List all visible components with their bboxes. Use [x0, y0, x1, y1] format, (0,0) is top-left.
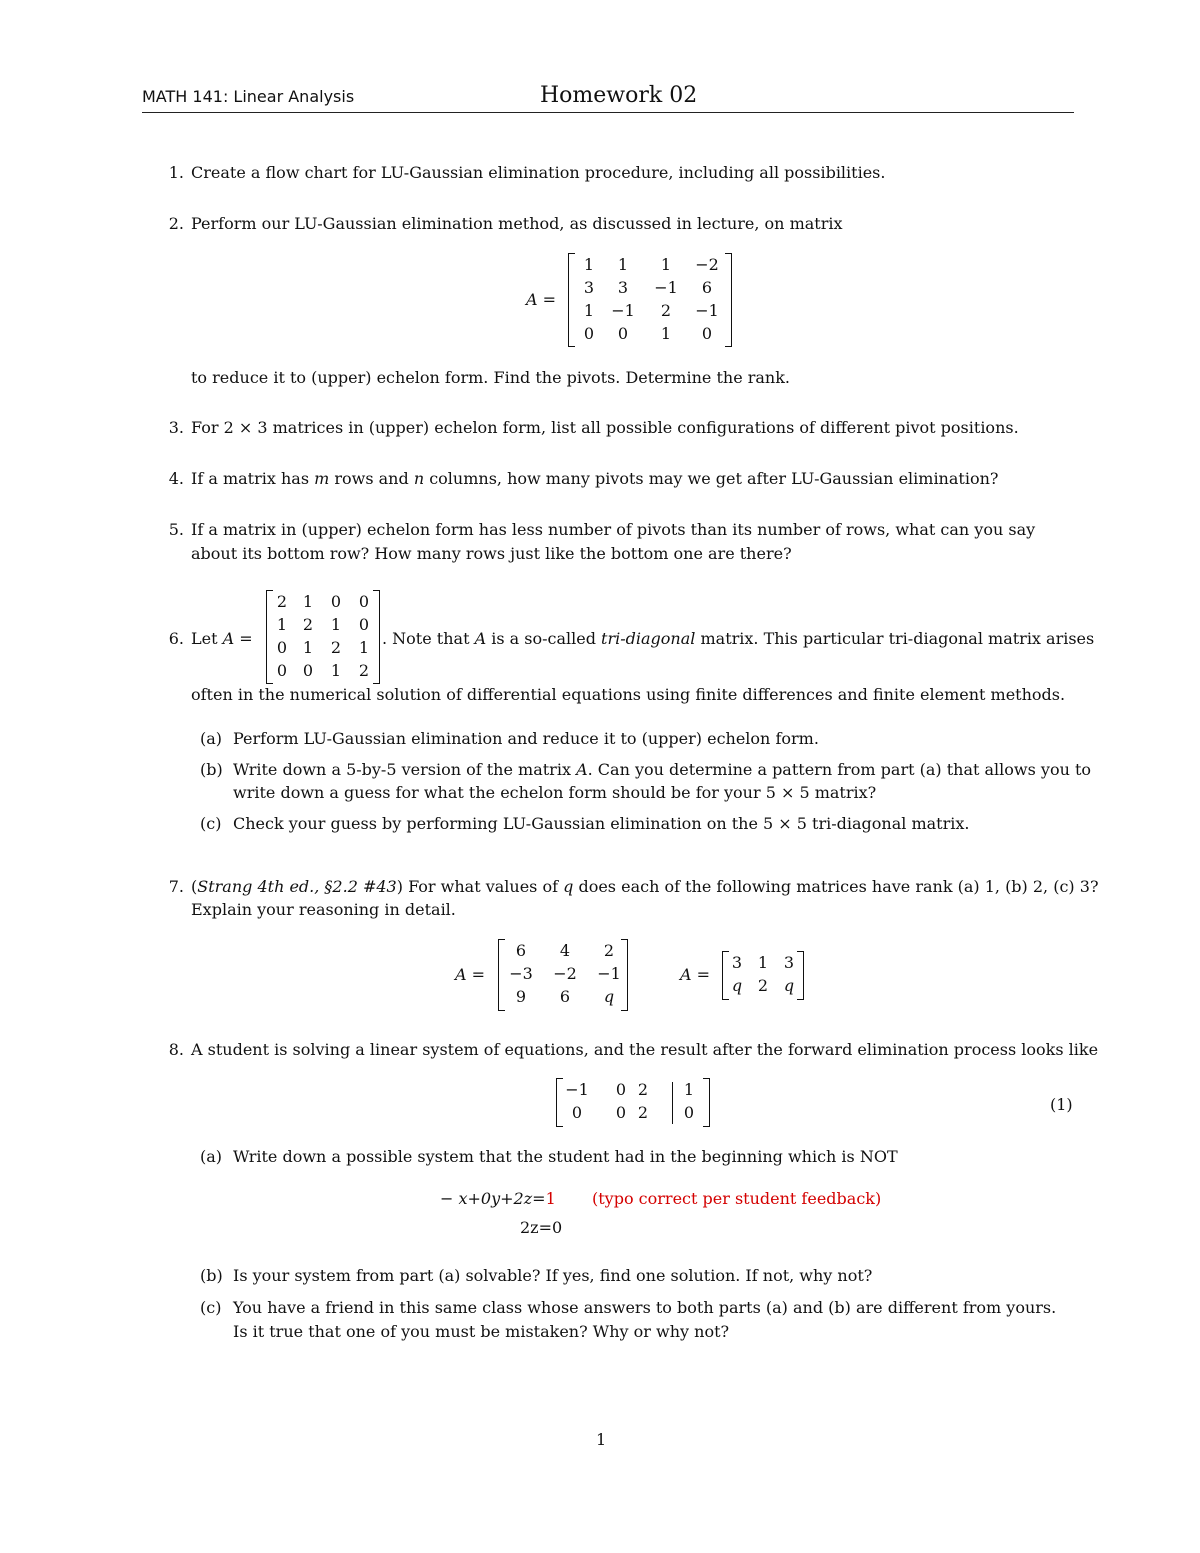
- typo-note: (typo correct per student feedback): [592, 1189, 882, 1208]
- matrix-cell: −1: [565, 1080, 589, 1099]
- q7-var-q: q: [563, 877, 574, 896]
- matrix-cell: 0: [615, 1103, 627, 1122]
- q6-let-word: Let: [191, 629, 223, 648]
- q6-text-3: matrix. This particular tri-diagonal matrix arises: [695, 629, 1095, 648]
- matrix-cell: 1: [683, 1080, 695, 1099]
- q6b-var-A: A: [576, 760, 588, 779]
- matrix-cell: 1: [302, 592, 314, 611]
- q4-number: 4.: [168, 469, 184, 488]
- q8a-label: (a): [200, 1147, 223, 1166]
- augmented-divider: [672, 1082, 673, 1124]
- q6c-label: (c): [200, 814, 222, 833]
- matrix-cell: 0: [358, 615, 370, 634]
- matrix-cell: 6: [515, 941, 527, 960]
- matrix-cell: −3: [509, 964, 533, 983]
- matrix-cell: 0: [358, 592, 370, 611]
- matrix-cell: 4: [559, 941, 571, 960]
- q5-text: If a matrix in (upper) echelon form has less number of pivots than its number of rows, what can you say about its bottom row? How many rows just like the bottom one are there?: [191, 520, 1036, 563]
- eq1-lhs: − x+0y+2z=: [440, 1189, 546, 1208]
- q7-matrix1: [498, 939, 628, 1011]
- matrix-cell: −1: [611, 301, 635, 320]
- matrix-cell: 2: [358, 661, 370, 680]
- q7-matrix1-lhs: A =: [455, 965, 486, 984]
- matrix-cell: 1: [330, 661, 342, 680]
- matrix-cell: 1: [660, 324, 672, 343]
- eq1-rhs: 1: [545, 1189, 556, 1208]
- matrix-cell: −2: [695, 255, 719, 274]
- q7-text-2: does each of the following matrices have rank (a) 1, (b) 2, (c) 3?: [573, 877, 1099, 896]
- q2-text: Perform our LU-Gaussian elimination method, as discussed in lecture, on matrix: [191, 214, 843, 233]
- q2-matrix: [568, 253, 732, 347]
- matrix-cell: 1: [302, 638, 314, 657]
- matrix-cell: 1: [617, 255, 629, 274]
- right-bracket: [703, 1078, 710, 1127]
- q6a-label: (a): [200, 729, 223, 748]
- q8a-equation-2: 2z=0: [520, 1218, 563, 1237]
- matrix-cell: 2: [603, 941, 615, 960]
- matrix-cell: q: [603, 987, 615, 1006]
- matrix-cell: 0: [617, 324, 629, 343]
- q7-text-1: ) For what values of: [396, 877, 564, 896]
- matrix-cell: 1: [358, 638, 370, 657]
- course-title: MATH 141: Linear Analysis: [142, 87, 355, 106]
- homework-title: Homework 02: [540, 83, 698, 108]
- q6-tri-diagonal: tri-diagonal: [601, 629, 696, 648]
- q7-matrix2-lhs: A =: [680, 965, 711, 984]
- q1-number: 1.: [168, 163, 184, 182]
- q6-line2: often in the numerical solution of differential equations using finite differences and finite element methods.: [191, 685, 1066, 704]
- matrix-cell: −1: [654, 278, 678, 297]
- matrix-cell: 0: [571, 1103, 583, 1122]
- matrix-cell: 0: [330, 592, 342, 611]
- q6a-text: Perform LU-Gaussian elimination and reduce it to (upper) echelon form.: [233, 729, 819, 748]
- matrix-cell: 0: [615, 1080, 627, 1099]
- q2-matrix-lhs: A =: [526, 290, 557, 309]
- q7-text: [191, 875, 1099, 899]
- matrix-cell: 2: [330, 638, 342, 657]
- q6-text-1: . Note that: [382, 629, 475, 648]
- page-number: 1: [596, 1430, 607, 1449]
- matrix-cell: 0: [583, 324, 595, 343]
- matrix-cell: 2: [637, 1103, 649, 1122]
- matrix-cell: 3: [583, 278, 595, 297]
- q8a-text: Write down a possible system that the student had in the beginning which is NOT: [233, 1147, 898, 1166]
- matrix-cell: 6: [701, 278, 713, 297]
- q4-text-2: rows and: [329, 469, 414, 488]
- matrix-cell: 1: [583, 255, 595, 274]
- q8a-equation-1: [440, 1187, 556, 1211]
- q8-text: A student is solving a linear system of equations, and the result after the forward elimination process looks like: [191, 1040, 1099, 1059]
- q6-var-A: A: [474, 629, 487, 648]
- matrix-cell: 2: [302, 615, 314, 634]
- q6b-text-2: . Can you determine a pattern from part (a) that allows you to: [587, 760, 1092, 779]
- q8c-label: (c): [200, 1298, 222, 1317]
- q7-open: (: [191, 877, 198, 896]
- matrix-cell: 1: [583, 301, 595, 320]
- q6b-text-1: Write down a 5-by-5 version of the matrix: [233, 760, 577, 779]
- matrix-cell: 1: [330, 615, 342, 634]
- matrix-cell: 1: [660, 255, 672, 274]
- matrix-cell: 9: [515, 987, 527, 1006]
- matrix-cell: 2: [660, 301, 672, 320]
- q5-number: 5.: [168, 520, 184, 539]
- q6b-text: [233, 758, 1091, 782]
- q8b-label: (b): [200, 1266, 223, 1285]
- matrix-cell: 3: [617, 278, 629, 297]
- q8c-text: You have a friend in this same class whose answers to both parts (a) and (b) are different from yours. Is it true that one of you must be mistaken? Why or why not?: [233, 1298, 1057, 1341]
- right-bracket: [725, 253, 732, 347]
- q7-matrix2: [722, 951, 804, 1000]
- q3-text: For 2 × 3 matrices in (upper) echelon form, list all possible configurations of different pivot positions.: [191, 418, 1019, 437]
- q6-let: [191, 627, 253, 651]
- equation-label: (1): [1050, 1095, 1073, 1114]
- q6b-line2: write down a guess for what the echelon form should be for your 5 × 5 matrix?: [233, 783, 877, 802]
- matrix-cell: 0: [302, 661, 314, 680]
- q4-text-3: columns, how many pivots may we get after LU-Gaussian elimination?: [424, 469, 999, 488]
- q4-text-1: If a matrix has: [191, 469, 315, 488]
- matrix-cell: 1: [276, 615, 288, 634]
- q7-reference: Strang 4th ed., §2.2 #43: [197, 877, 397, 896]
- matrix-cell: 2: [637, 1080, 649, 1099]
- q4-var-n: n: [413, 469, 425, 488]
- q8-number: 8.: [168, 1040, 184, 1059]
- q1-text: Create a flow chart for LU-Gaussian elimination procedure, including all possibilities.: [191, 163, 886, 182]
- q8b-text: Is your system from part (a) solvable? If yes, find one solution. If not, why not?: [233, 1266, 873, 1285]
- q6-matrix: [266, 590, 380, 684]
- q4-var-m: m: [314, 469, 330, 488]
- matrix-cell: 0: [683, 1103, 695, 1122]
- matrix-cell: 2: [276, 592, 288, 611]
- q7-line2: Explain your reasoning in detail.: [191, 900, 456, 919]
- q6-matrix-lhs: A =: [222, 629, 253, 648]
- matrix-cell: −2: [553, 964, 577, 983]
- matrix-cell: 0: [276, 638, 288, 657]
- q3-number: 3.: [168, 418, 184, 437]
- matrix-cell: 3: [731, 953, 743, 972]
- matrix-cell: −1: [597, 964, 621, 983]
- q8-augmented-matrix: [556, 1078, 710, 1127]
- q6c-text: Check your guess by performing LU-Gaussian elimination on the 5 × 5 tri-diagonal matrix.: [233, 814, 970, 833]
- header-rule: [142, 112, 1074, 113]
- q6-number: 6.: [168, 629, 184, 648]
- q4-text: [191, 467, 998, 491]
- matrix-cell: 1: [757, 953, 769, 972]
- q6b-label: (b): [200, 760, 223, 779]
- matrix-cell: 2: [757, 976, 769, 995]
- matrix-cell: 3: [783, 953, 795, 972]
- matrix-cell: q: [731, 976, 743, 995]
- matrix-cell: 0: [276, 661, 288, 680]
- matrix-cell: 6: [559, 987, 571, 1006]
- q2-number: 2.: [168, 214, 184, 233]
- q6-text: [382, 627, 1094, 651]
- matrix-cell: q: [783, 976, 795, 995]
- matrix-cell: −1: [695, 301, 719, 320]
- matrix-cell: 0: [701, 324, 713, 343]
- q6-text-2: is a so-called: [486, 629, 602, 648]
- q7-number: 7.: [168, 877, 184, 896]
- q2-after-text: to reduce it to (upper) echelon form. Find the pivots. Determine the rank.: [191, 368, 791, 387]
- left-bracket: [498, 939, 505, 1011]
